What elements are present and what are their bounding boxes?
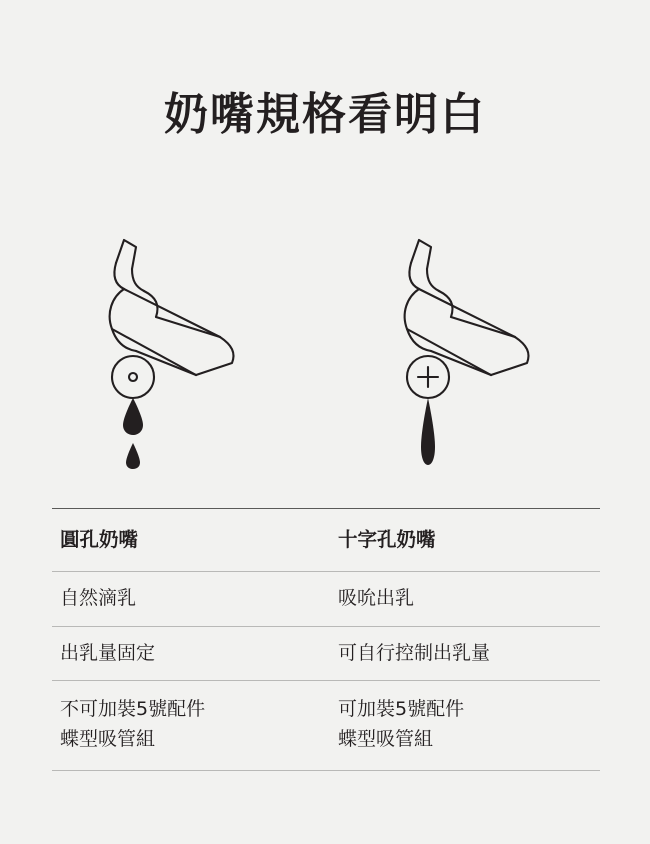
- cell-cross-accessory-line1: 可加裝5號配件: [338, 698, 465, 721]
- table-header-row: [52, 508, 600, 571]
- table-row: [52, 680, 600, 770]
- round-hole-nipple-illustration: [20, 185, 340, 485]
- cross-hole-nipple-drawing: [315, 185, 635, 485]
- cross-hole-marker: [407, 356, 449, 398]
- page-title: 奶嘴規格看明白: [164, 89, 486, 140]
- cell-round-flow: 自然滴乳: [60, 587, 137, 610]
- cell-cross-flow: 吸吮出乳: [338, 587, 415, 610]
- table-bottom-rule: [52, 770, 600, 813]
- table-row: [52, 571, 600, 625]
- illustration-row: [0, 185, 650, 485]
- round-hole-nipple-drawing: [20, 185, 340, 485]
- comparison-table: [52, 508, 600, 813]
- round-hole-marker: [112, 356, 154, 398]
- cell-round-accessory-line1: 不可加裝5號配件: [60, 698, 206, 721]
- column-header-cross: 十字孔奶嘴: [338, 528, 436, 551]
- cell-round-accessory: [52, 681, 330, 770]
- cross-hole-nipple-illustration: [315, 185, 635, 485]
- cell-cross-accessory-line2: 蝶型吸管組: [338, 727, 434, 750]
- table-row: [52, 626, 600, 680]
- cell-round-accessory-line2: 蝶型吸管組: [60, 727, 156, 750]
- milk-stream: [421, 398, 435, 465]
- cell-cross-accessory: [330, 681, 600, 770]
- column-header-round: 圓孔奶嘴: [60, 528, 139, 551]
- cell-round-volume: 出乳量固定: [60, 641, 156, 664]
- milk-drops: [123, 398, 143, 469]
- cell-cross-volume: 可自行控制出乳量: [338, 641, 491, 664]
